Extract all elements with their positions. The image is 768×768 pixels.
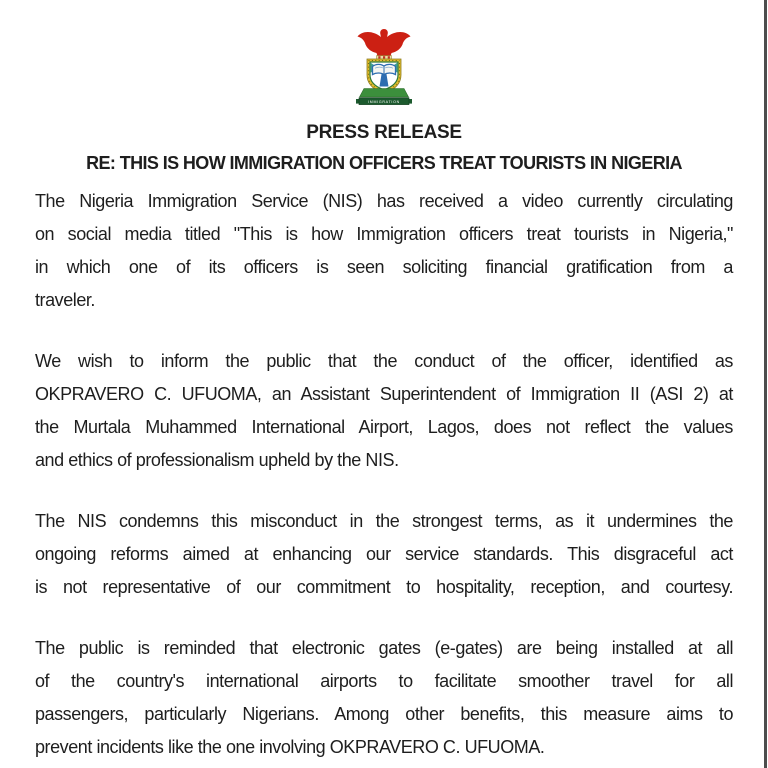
press-release-body xyxy=(35,185,733,764)
body-line: prevent incidents like the one involving OKPRAVERO C. UFUOMA. xyxy=(35,737,545,757)
body-line: the Murtala Muhammed International Airport, Lagos, does not reflect the values xyxy=(35,417,733,437)
body-line: and ethics of professionalism upheld by the NIS. xyxy=(35,450,399,470)
nis-crest-logo xyxy=(0,0,768,108)
press-release-title: PRESS RELEASE xyxy=(306,122,462,143)
scan-edge-artifact xyxy=(764,0,767,768)
eagle-icon xyxy=(358,29,411,56)
body-line: is not representative of our commitment to hospitality, reception, and courtesy. xyxy=(35,577,733,597)
paragraph-3 xyxy=(35,505,733,604)
body-line: traveler. xyxy=(35,290,95,310)
press-release-subject: RE: THIS IS HOW IMMIGRATION OFFICERS TREAT TOURISTS IN NIGERIA xyxy=(86,153,682,173)
paragraph-2 xyxy=(35,345,733,477)
paragraph-4 xyxy=(35,632,733,764)
mound xyxy=(360,89,409,98)
body-line: in which one of its officers is seen soliciting financial gratification from a xyxy=(35,257,733,277)
immigration-banner xyxy=(356,98,412,105)
body-line: passengers, particularly Nigerians. Among other benefits, this measure aims to xyxy=(35,704,733,724)
paragraph-1 xyxy=(35,185,733,317)
body-line: The Nigeria Immigration Service (NIS) has received a video currently circulating xyxy=(35,191,733,211)
body-line: ongoing reforms aimed at enhancing our service standards. This disgraceful act xyxy=(35,544,733,564)
body-line: OKPRAVERO C. UFUOMA, an Assistant Superintendent of Immigration II (ASI 2) at xyxy=(35,384,733,404)
body-line: We wish to inform the public that the conduct of the officer, identified as xyxy=(35,351,733,371)
banner-label: IMMIGRATION xyxy=(368,99,400,104)
body-line: of the country's international airports to facilitate smoother travel for all xyxy=(35,671,733,691)
body-line: The public is reminded that electronic gates (e-gates) are being installed at all xyxy=(35,638,733,658)
open-book-icon xyxy=(373,64,396,74)
nis-crest-icon xyxy=(350,26,418,108)
body-line: The NIS condemns this misconduct in the strongest terms, as it undermines the xyxy=(35,511,733,531)
body-line: on social media titled "This is how Immigration officers treat tourists in Nigeria," xyxy=(35,224,733,244)
